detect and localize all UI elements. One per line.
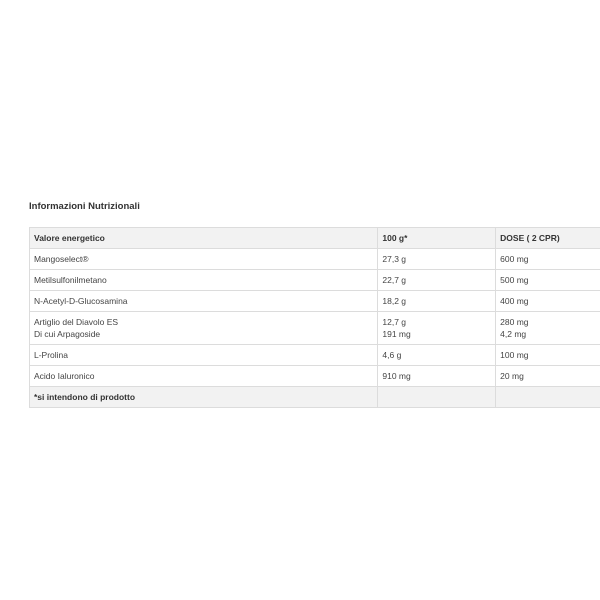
cell-text: N-Acetyl-D-Glucosamina xyxy=(34,296,128,306)
cell-dose xyxy=(496,366,600,387)
cell-per100 xyxy=(378,291,496,312)
cell-per100 xyxy=(378,270,496,291)
table-footnote-row xyxy=(30,387,600,408)
cell-subtext: 4,2 mg xyxy=(500,329,527,339)
cell-text: 4,6 g xyxy=(382,350,402,360)
cell-name xyxy=(30,366,378,387)
table-row xyxy=(30,270,600,291)
cell-dose xyxy=(496,345,600,366)
nutrition-table xyxy=(29,227,600,408)
cell-name xyxy=(30,249,378,270)
cell-text: 20 mg xyxy=(500,371,524,381)
table-row xyxy=(30,345,600,366)
cell-text: Mangoselect® xyxy=(34,254,89,264)
header-cell-name: Valore energetico xyxy=(30,228,378,249)
cell-dose xyxy=(496,291,600,312)
cell-text: Acido Ialuronico xyxy=(34,371,95,381)
header-cell-dose: DOSE ( 2 CPR) xyxy=(496,228,600,249)
cell-text: 12,7 g xyxy=(382,317,407,327)
cell-dose xyxy=(496,312,600,345)
table-row xyxy=(30,291,600,312)
cell-text: 500 mg xyxy=(500,275,529,285)
cell-text: 100 mg xyxy=(500,350,529,360)
cell-name xyxy=(30,270,378,291)
table-row xyxy=(30,249,600,270)
cell-name xyxy=(30,312,378,345)
cell-text: Artiglio del Diavolo ES xyxy=(34,317,119,327)
header-cell-per100: 100 g* xyxy=(378,228,496,249)
cell-subtext: 191 mg xyxy=(382,329,411,339)
empty-cell xyxy=(496,387,600,408)
cell-per100 xyxy=(378,312,496,345)
table-header-row xyxy=(30,228,600,249)
cell-dose xyxy=(496,270,600,291)
cell-text: 400 mg xyxy=(500,296,529,306)
cell-text: 600 mg xyxy=(500,254,529,264)
cell-name xyxy=(30,291,378,312)
cell-per100 xyxy=(378,345,496,366)
table-row xyxy=(30,366,600,387)
section-title: Informazioni Nutrizionali xyxy=(29,201,140,212)
cell-per100 xyxy=(378,366,496,387)
cell-text: 27,3 g xyxy=(382,254,407,264)
cell-text: 22,7 g xyxy=(382,275,407,285)
cell-text: Metilsulfonilmetano xyxy=(34,275,107,285)
cell-text: 910 mg xyxy=(382,371,411,381)
cell-text: 280 mg xyxy=(500,317,529,327)
cell-text: L-Prolina xyxy=(34,350,69,360)
cell-dose xyxy=(496,249,600,270)
empty-cell xyxy=(378,387,496,408)
footnote-cell: *si intendono di prodotto xyxy=(30,387,378,408)
cell-text: 18,2 g xyxy=(382,296,407,306)
cell-subtext: Di cui Arpagoside xyxy=(34,329,101,339)
cell-name xyxy=(30,345,378,366)
table-row xyxy=(30,312,600,345)
cell-per100 xyxy=(378,249,496,270)
